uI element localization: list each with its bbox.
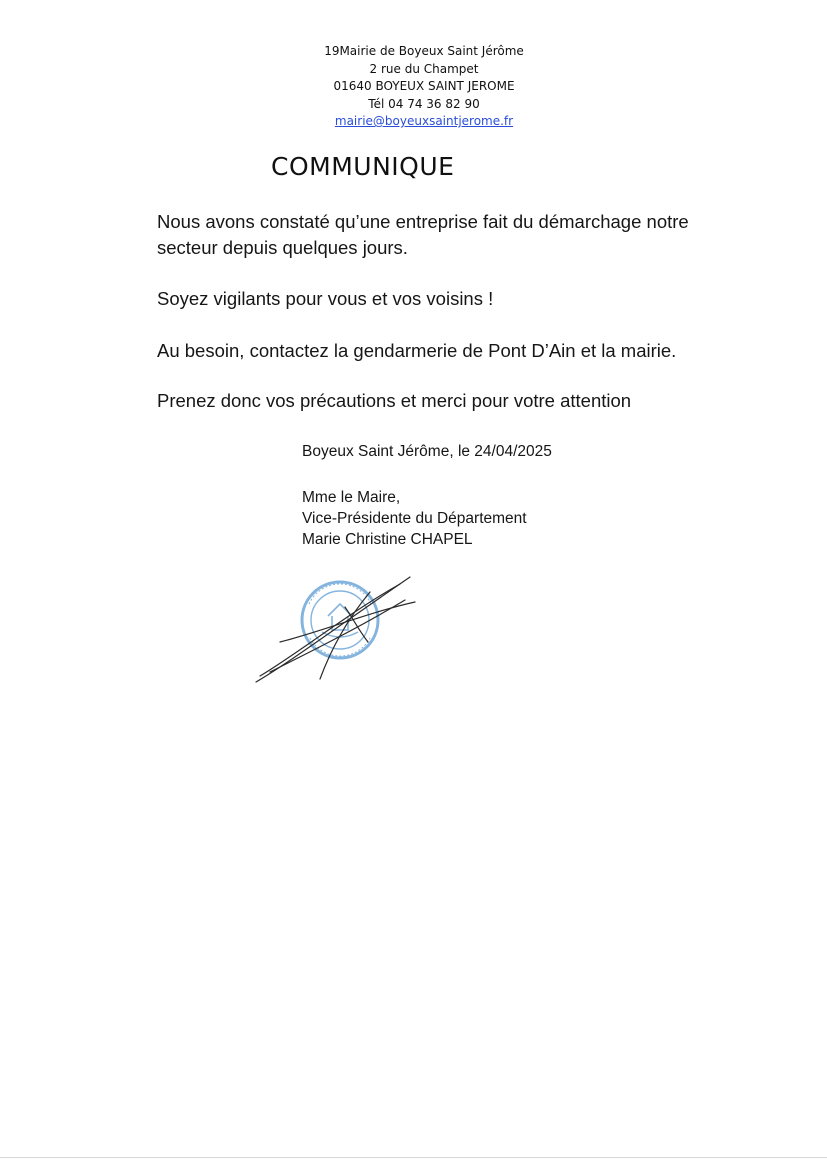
letterhead-address: 2 rue du Champet (369, 61, 479, 76)
signatory-name: Marie Christine CHAPEL (302, 531, 473, 548)
paragraph-2: Soyez vigilants pour vous et vos voisins ! (157, 288, 494, 309)
handwritten-signature (256, 577, 415, 682)
official-stamp (302, 582, 378, 658)
paragraph-1-line-1: Nous avons constaté qu’une entreprise fait du démarchage notre (157, 211, 689, 232)
paragraph-4: Prenez donc vos précautions et merci pour votre attention (157, 390, 632, 411)
place-and-date: Boyeux Saint Jérôme, le 24/04/2025 (302, 443, 552, 460)
letterhead-line-1: 19Mairie de Boyeux Saint Jérôme (324, 44, 524, 58)
document-title: COMMUNIQUE (271, 152, 455, 181)
paragraph-1 (157, 209, 689, 261)
letterhead-email-link[interactable]: mairie@boyeuxsaintjerome.fr (334, 114, 514, 128)
paragraph-3: Au besoin, contactez la gendarmerie de Pont D’Ain et la mairie. (157, 340, 677, 361)
paragraph-1-line-2: secteur depuis quelques jours. (157, 237, 408, 258)
signatory-block (302, 487, 527, 550)
letterhead (0, 43, 827, 131)
official-stamp-and-signature (250, 572, 420, 687)
letterhead-postal-city: 01640 BOYEUX SAINT JEROME (333, 79, 515, 93)
signatory-title: Mme le Maire, (302, 489, 401, 506)
signatory-function: Vice-Présidente du Département (302, 510, 527, 527)
letterhead-phone: Tél 04 74 36 82 90 (368, 96, 480, 111)
scan-edge-line (0, 1157, 827, 1158)
